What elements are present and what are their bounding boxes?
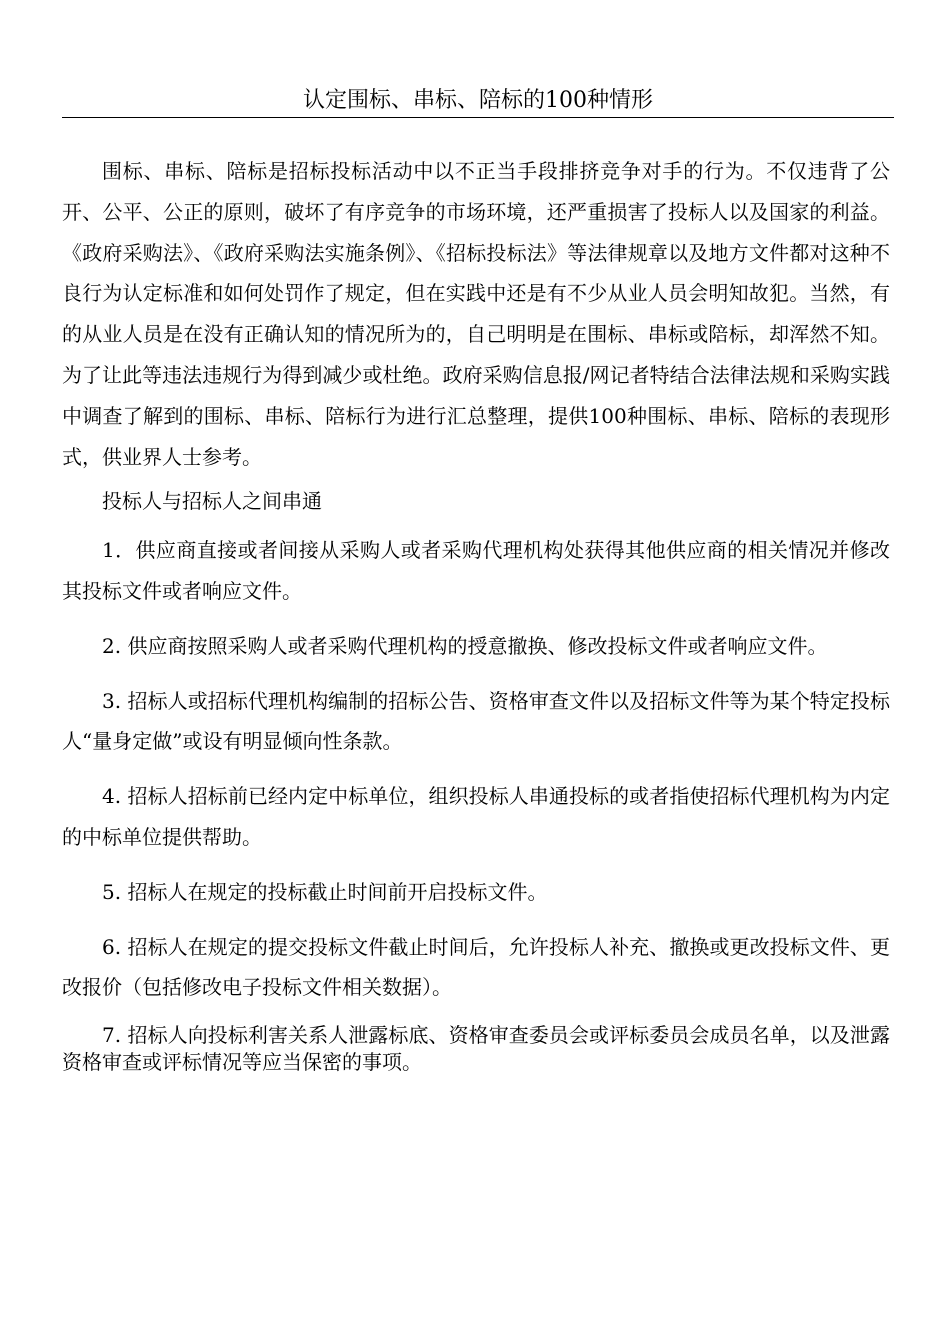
document-header [62,86,894,118]
list-item-6: 6. 招标人在规定的提交投标文件截止时间后，允许投标人补充、撤换或更改投标文件、更改报价（包括修改电子投标文件相关数据）。 [62,934,890,1000]
section-heading: 投标人与招标人之间串通 [102,489,322,514]
list-item-5: 5. 招标人在规定的投标截止时间前开启投标文件。 [102,879,548,904]
intro-paragraph: 围标、串标、陪标是招标投标活动中以不正当手段排挤竞争对手的行为。不仅违背了公开、公平、公正的原则，破坏了有序竞争的市场环境，还严重损害了投标人以及国家的利益。《政府采购法》、《政府采购法实施条例》、《招标投标法》等法律规章以及地方文件都对这种不良行为认定标准和如何处罚作了规定，但在实践中还是有不少从业人员会明知故犯。当然，有的从业人员是在没有正确认知的情况所为的，自己明明是在围标、串标或陪标，却浑然不知。为了让此等违法违规行为得到减少或杜绝。政府采购信息报/网记者特结合法律法规和采购实践中调查了解到的围标、串标、陪标行为进行汇总整理，提供100种围标、串标、陪标的表现形式，供业界人士参考。 [62,159,890,469]
list-item-1: 1．供应商直接或者间接从采购人或者采购代理机构处获得其他供应商的相关情况并修改其投标文件或者响应文件。 [62,538,890,603]
list-item-3: 3. 招标人或招标代理机构编制的招标公告、资格审查文件以及招标文件等为某个特定投标人“量身定做”或设有明显倾向性条款。 [62,688,890,754]
document-body [62,151,890,1076]
list-item-7: 7. 招标人向投标利害关系人泄露标底、资格审查委员会或评标委员会成员名单，以及泄露资格审查或评标情况等应当保密的事项。 [62,1023,890,1075]
list-item-2: 2. 供应商按照采购人或者采购代理机构的授意撤换、修改投标文件或者响应文件。 [102,633,828,658]
document-title: 认定围标、串标、陪标的100种情形 [303,88,653,113]
list-item-4: 4. 招标人招标前已经内定中标单位，组织投标人串通投标的或者指使招标代理机构为内定的中标单位提供帮助。 [62,784,890,849]
